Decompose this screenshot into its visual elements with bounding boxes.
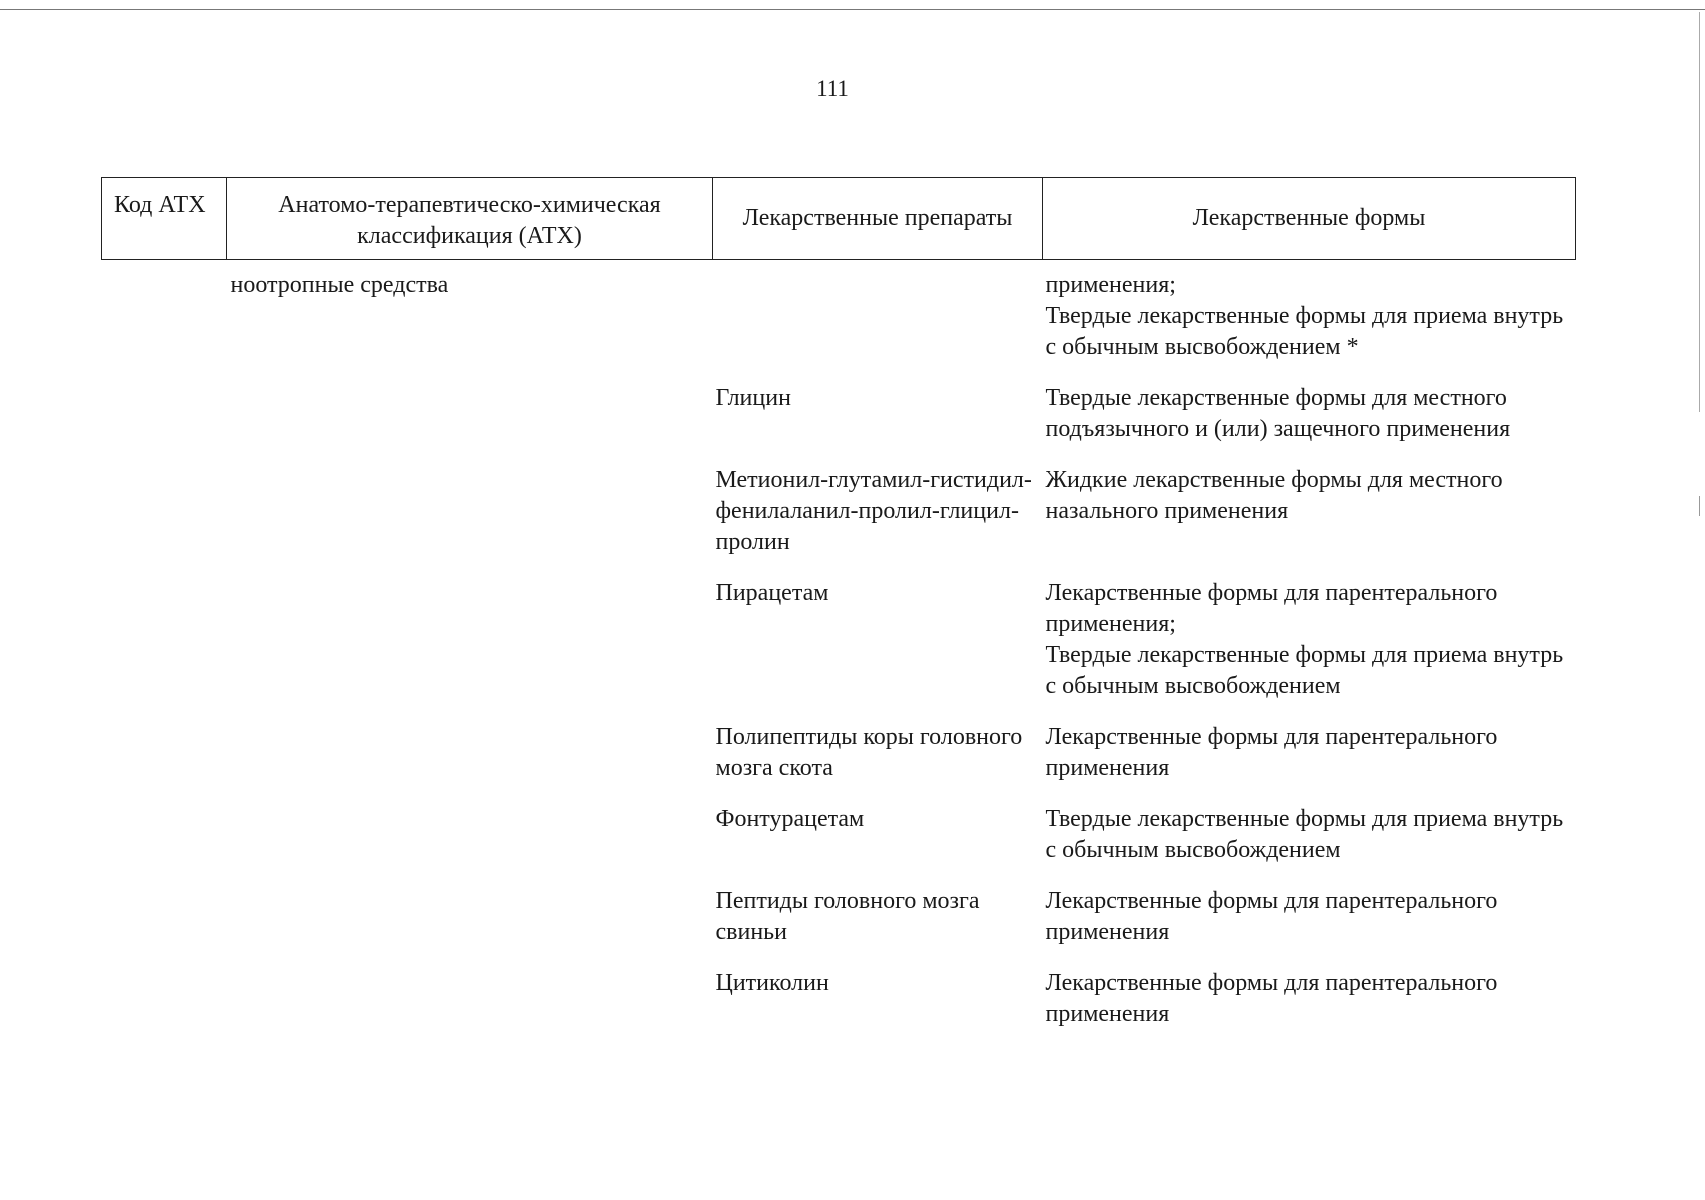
- header-forms: Лекарственные формы: [1043, 178, 1576, 260]
- cell-drug-name: [713, 260, 1043, 384]
- cell-drug-name: Пирацетам: [715, 580, 829, 606]
- cell-atc-name: [227, 804, 713, 886]
- cell-dosage-forms: [1043, 886, 1576, 968]
- cell-atc-name: [227, 465, 713, 578]
- cell-atc-name: [227, 722, 713, 804]
- cell-dosage-forms: [1043, 578, 1576, 722]
- dosage-form-line: Лекарственные формы для парентерального применения;: [1045, 580, 1498, 637]
- cell-code: [102, 383, 227, 465]
- cell-atc-name: ноотропные средства: [230, 272, 449, 298]
- drug-table-container: [101, 177, 1575, 1050]
- dosage-form-line: Твердые лекарственные формы для местного подъязычного и (или) защечного применения: [1045, 385, 1511, 442]
- cell-atc-name: [227, 968, 713, 1050]
- dosage-form-line: Твердые лекарственные формы для приема внутрь с обычным высвобождением *: [1045, 303, 1564, 360]
- scan-top-rule: [0, 9, 1705, 10]
- cell-dosage-forms: [1043, 260, 1576, 384]
- dosage-form-line: Жидкие лекарственные формы для местного назального применения: [1045, 467, 1503, 524]
- cell-dosage-forms: [1043, 465, 1576, 578]
- header-code: Код АТХ: [102, 178, 227, 260]
- scan-right-edge-mark: [1699, 496, 1700, 516]
- cell-code: [102, 260, 227, 384]
- dosage-form-line: Твердые лекарственные формы для приема внутрь с обычным высвобождением: [1045, 642, 1564, 699]
- dosage-form-line: Лекарственные формы для парентерального применения: [1045, 888, 1498, 945]
- drug-table: [101, 177, 1576, 1050]
- table-row: [102, 465, 1576, 578]
- page-number: 111: [816, 76, 849, 101]
- cell-code: [102, 465, 227, 578]
- cell-code: [102, 968, 227, 1050]
- header-atc: Анатомо-терапевтическо-химическая классификация (АТХ): [227, 178, 713, 260]
- cell-atc-name: [227, 578, 713, 722]
- table-row: [102, 886, 1576, 968]
- cell-drug-name: Полипептиды коры головного мозга скота: [715, 724, 1023, 781]
- cell-code: [102, 578, 227, 722]
- cell-dosage-forms: [1043, 804, 1576, 886]
- dosage-form-line: Лекарственные формы для парентерального применения: [1045, 724, 1498, 781]
- cell-code: [102, 804, 227, 886]
- cell-code: [102, 886, 227, 968]
- cell-drug-name: Пептиды головного мозга свиньи: [715, 888, 980, 945]
- cell-dosage-forms: [1043, 383, 1576, 465]
- dosage-form-line: применения;: [1045, 272, 1176, 298]
- table-row: [102, 578, 1576, 722]
- cell-drug-name: Фонтурацетам: [715, 806, 865, 832]
- table-header: [102, 178, 1576, 260]
- table-row: [102, 968, 1576, 1050]
- cell-atc-name: [227, 383, 713, 465]
- cell-code: [102, 722, 227, 804]
- cell-dosage-forms: [1043, 968, 1576, 1050]
- table-row: [102, 260, 1576, 384]
- dosage-form-line: Твердые лекарственные формы для приема внутрь с обычным высвобождением: [1045, 806, 1564, 863]
- cell-drug-name: Цитиколин: [715, 970, 829, 996]
- cell-drug-name: Метионил-глутамил-гистидил-фенилаланил-пролил-глицил-пролин: [715, 467, 1032, 555]
- table-row: [102, 722, 1576, 804]
- table-body: [102, 260, 1576, 1051]
- cell-drug-name: Глицин: [715, 385, 791, 411]
- header-drugs: Лекарственные препараты: [713, 178, 1043, 260]
- header-row: [102, 178, 1576, 260]
- table-row: [102, 383, 1576, 465]
- scan-right-edge: [1699, 12, 1700, 412]
- cell-dosage-forms: [1043, 722, 1576, 804]
- table-row: [102, 804, 1576, 886]
- dosage-form-line: Лекарственные формы для парентерального применения: [1045, 970, 1498, 1027]
- cell-atc-name: [227, 886, 713, 968]
